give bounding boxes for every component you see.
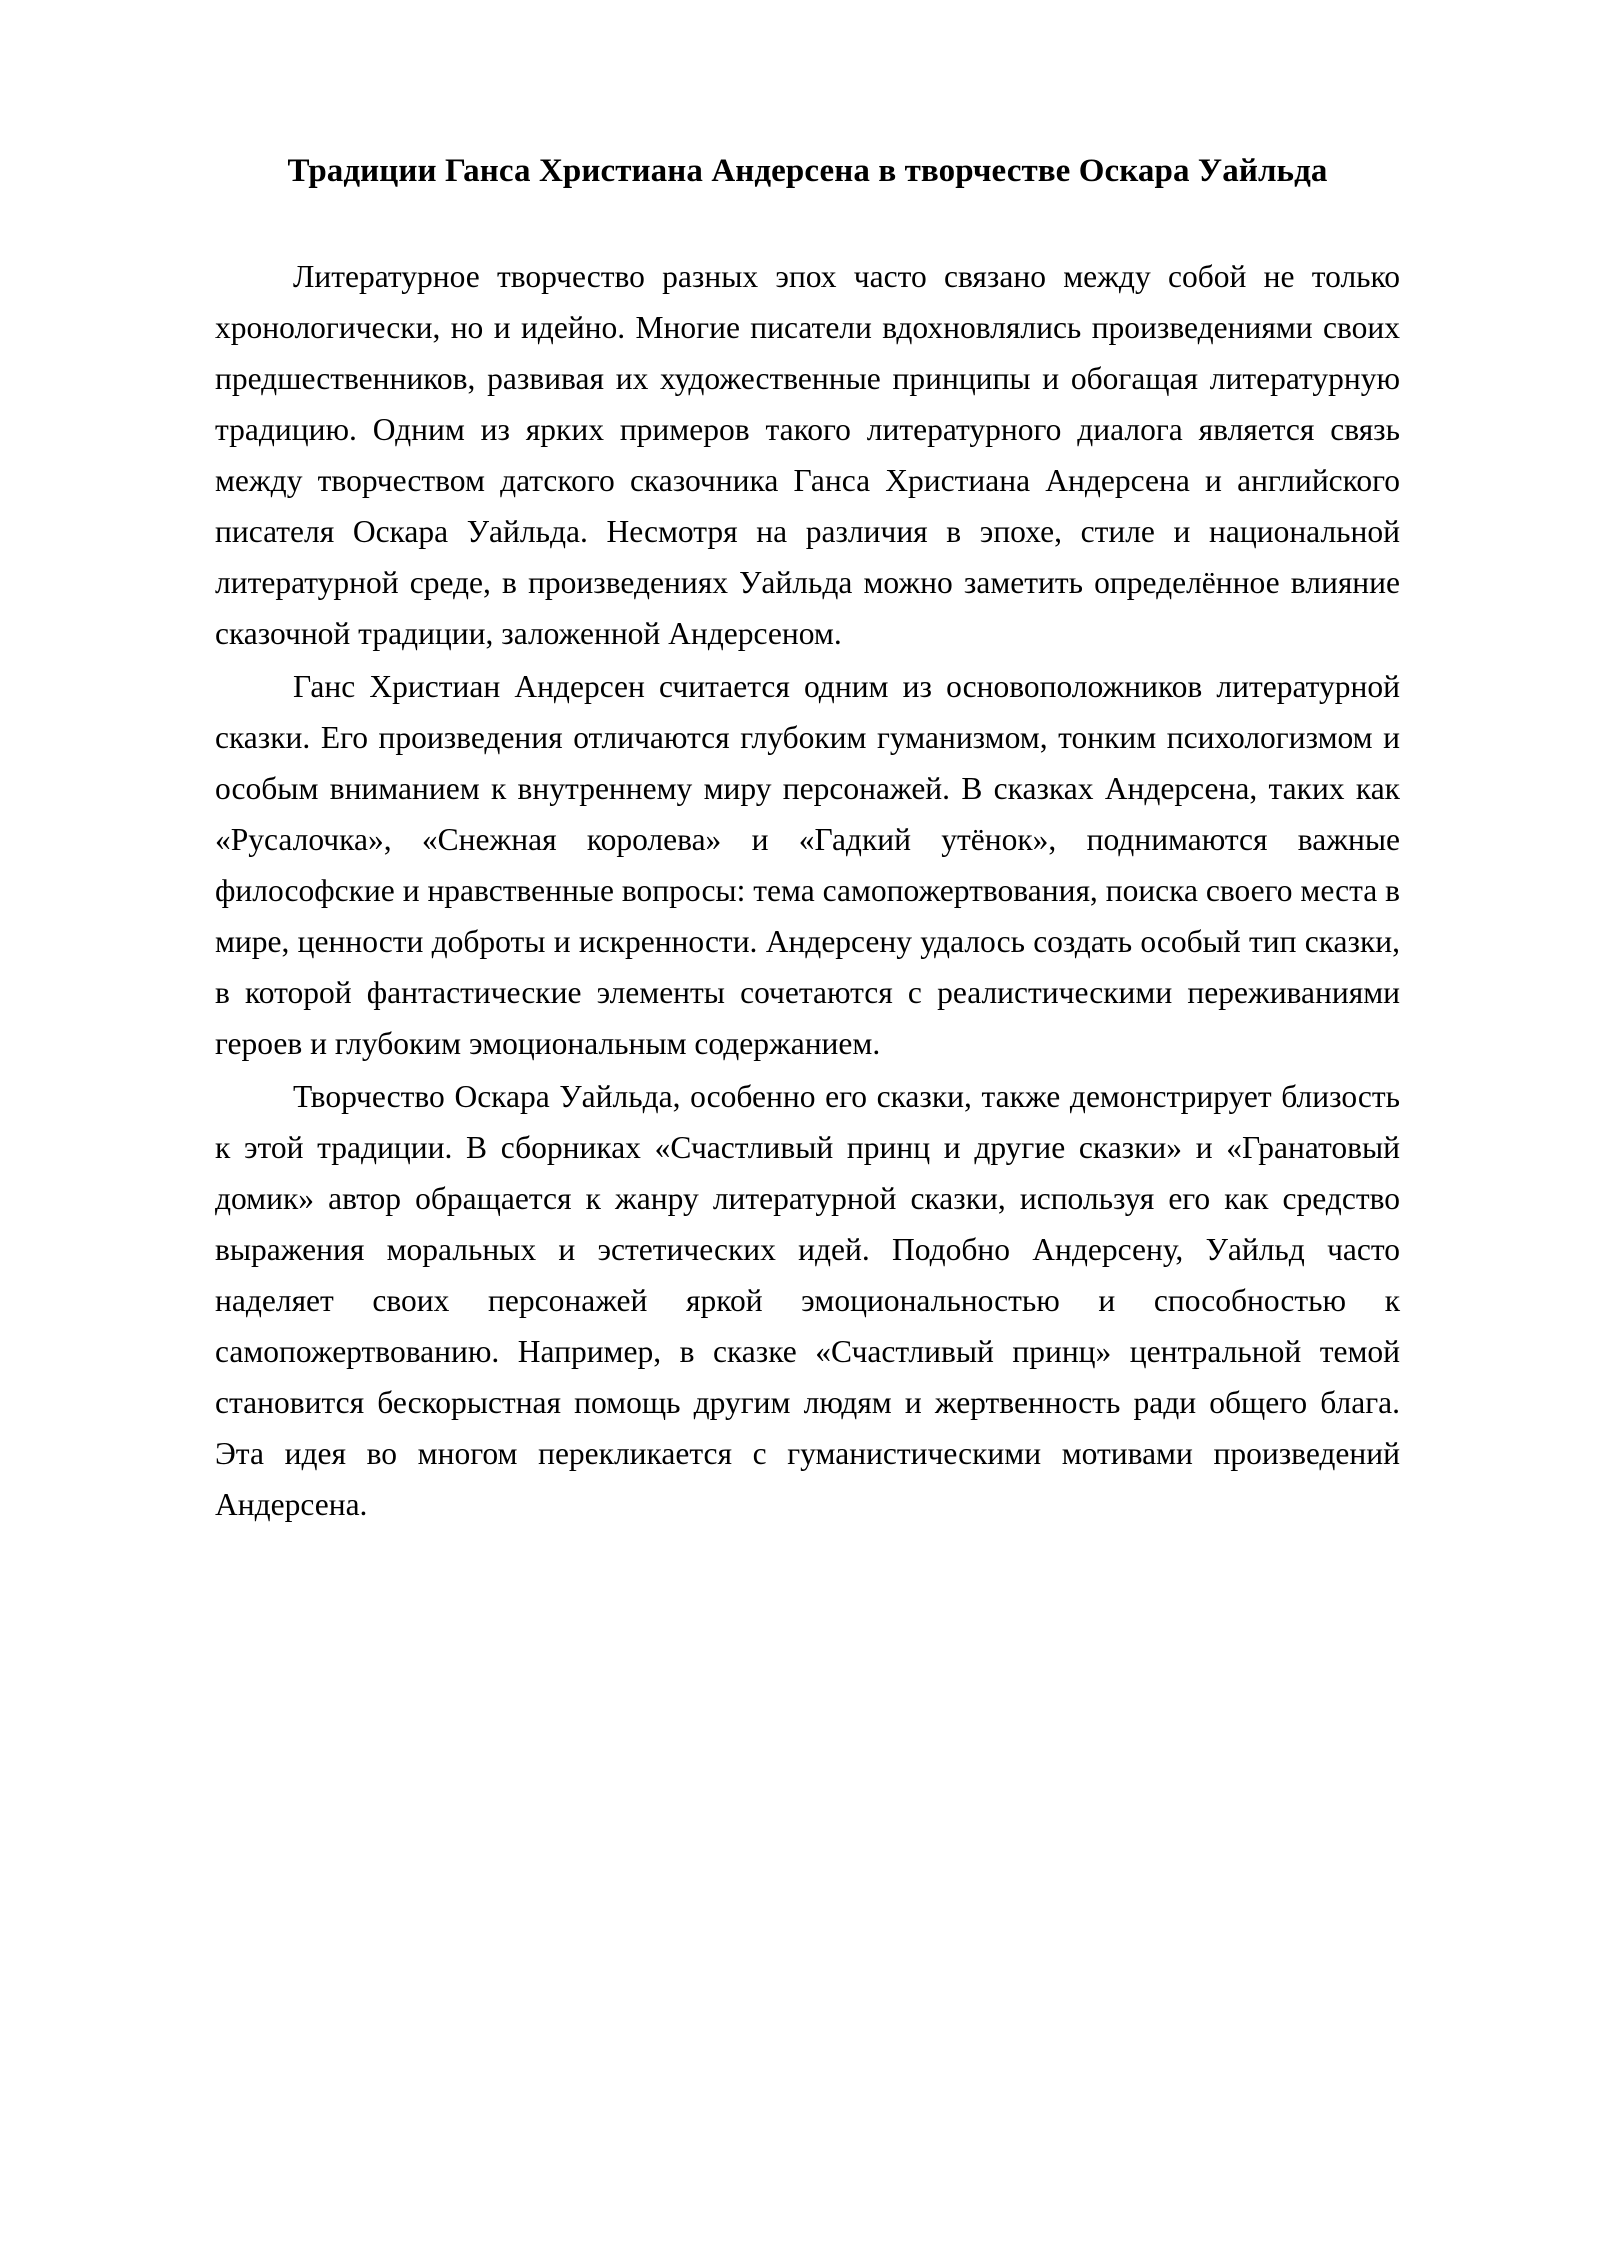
page-title: Традиции Ганса Христиана Андерсена в творчестве Оскара Уайльда <box>287 153 1328 189</box>
body-paragraph-3: Творчество Оскара Уайльда, особенно его сказки, также демонстрирует близость к этой традиции. В сборниках «Счастливый принц и другие сказки» и «Гранатовый домик» автор обращается к жанру литературной сказки, используя его как средство выражения моральных и эстетических идей. Подобно Андерсену, Уайльд часто наделяет своих персонажей яркой эмоциональностью и способностью к самопожертвованию. Например, в сказке «Счастливый принц» центральной темой становится бескорыстная помощь другим людям и жертвенность ради общего блага. Эта идея во многом перекликается с гуманистическими мотивами произведений Андерсена. <box>215 1079 1400 1523</box>
body-paragraph-1: Литературное творчество разных эпох часто связано между собой не только хронологически, но и идейно. Многие писатели вдохновлялись произведениями своих предшественников, развивая их художественные принципы и обогащая литературную традицию. Одним из ярких примеров такого литературного диалога является связь между творчеством датского сказочника Ганса Христиана Андерсена и английского писателя Оскара Уайльда. Несмотря на различия в эпохе, стиле и национальной литературной среде, в произведениях Уайльда можно заметить определённое влияние сказочной традиции, заложенной Андерсеном. <box>215 258 1400 651</box>
body-paragraph-2: Ганс Христиан Андерсен считается одним из основоположников литературной сказки. Его произведения отличаются глубоким гуманизмом, тонким психологизмом и особым вниманием к внутреннему миру персонажей. В сказках Андерсена, таких как «Русалочка», «Снежная королева» и «Гадкий утёнок», поднимаются важные философские и нравственные вопросы: тема самопожертвования, поиска своего места в мире, ценности доброты и искренности. Андерсену удалось создать особый тип сказки, в которой фантастические элементы сочетаются с реалистическими переживаниями героев и глубоким эмоциональным содержанием. <box>215 669 1400 1062</box>
